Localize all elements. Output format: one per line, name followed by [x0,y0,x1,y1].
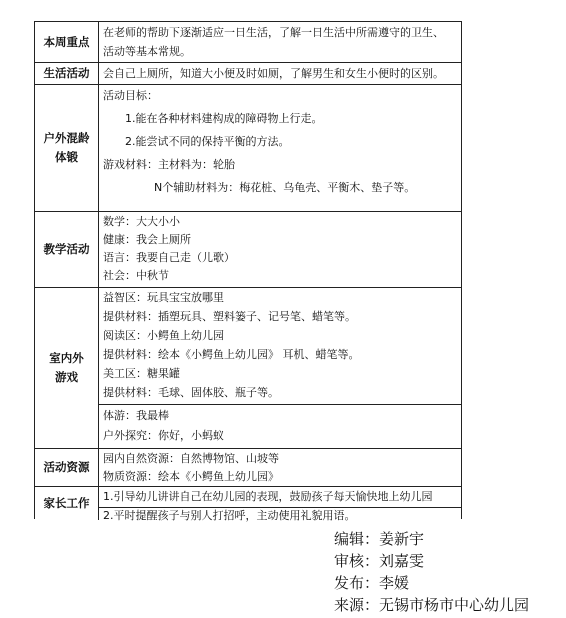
life-line: 会自己上厕所，知道大小便及时如厕，了解男生和女生小便时的区别。 [103,67,444,80]
row-life-activity [35,63,461,85]
parent-line: 2.平时提醒孩子与别人打招呼，主动使用礼貌用语。 [103,509,356,522]
teaching-line: 社会：中秋节 [103,269,169,282]
outdoor-label-line: 户外混龄 [43,131,90,145]
teaching-line: 数学：大大小小 [103,215,180,228]
outdoor-label-line: 体锻 [55,150,78,164]
content-activity-resources [99,449,461,486]
focus-line: 在老师的帮助下逐渐适应一日生活，了解一日生活中所需遵守的卫生、 [103,26,444,39]
row-parent-work [35,487,461,520]
teaching-line: 语言：我要自己走（儿歌） [103,251,235,264]
games-line: 体游：我最棒 [103,409,169,422]
label-activity-resources: 活动资源 [35,449,99,486]
row-teaching-activity [35,212,461,288]
weekly-plan-table [34,21,462,522]
outdoor-line: N个辅助材料为：梅花桩、乌龟壳、平衡木、垫子等。 [154,181,416,194]
resources-line: 物质资源：绘本《小鳄鱼上幼儿园》 [103,470,279,483]
row-activity-resources [35,449,461,487]
credit-reviewer: 审核：刘嘉雯 [334,552,425,570]
content-parent-work [99,487,461,520]
outdoor-line: 活动目标： [103,89,158,102]
content-indoor-outdoor-games [99,288,461,448]
games-line: 提供材料：插塑玩具、塑料篓子、记号笔、蜡笔等。 [103,310,356,323]
row-indoor-outdoor-games [35,288,461,449]
games-line: 户外探究：你好，小蚂蚁 [103,429,224,442]
games-line: 提供材料：绘本《小鳄鱼上幼儿园》 耳机、蜡笔等。 [103,348,360,361]
outdoor-line: 1.能在各种材料建构成的障碍物上行走。 [125,112,323,125]
label-teaching-activity: 教学活动 [35,212,99,287]
label-indoor-outdoor-games [35,288,99,448]
content-outdoor-exercise [99,85,461,211]
games-line: 提供材料：毛球、固体胶、瓶子等。 [103,386,279,399]
label-outdoor-exercise [35,85,99,211]
label-parent-work: 家长工作 [35,487,99,520]
games-line: 益智区：玩具宝宝放哪里 [103,291,224,304]
article-credits [334,528,529,616]
row-outdoor-exercise [35,85,461,212]
content-teaching-activity [99,212,461,287]
outdoor-line: 2.能尝试不同的保持平衡的方法。 [125,135,290,148]
games-label-line: 游戏 [55,370,78,384]
games-line: 美工区：糖果罐 [103,367,180,380]
outdoor-line: 游戏材料：主材料为：轮胎 [103,158,235,171]
content-weekly-focus [99,22,461,62]
credit-source: 来源：无锡市杨市中心幼儿园 [334,596,530,614]
focus-line: 活动等基本常规。 [103,45,191,58]
games-line: 阅读区：小鳄鱼上幼儿园 [103,329,224,342]
parent-line: 1.引导幼儿讲讲自己在幼儿园的表现，鼓励孩子每天愉快地上幼儿园 [103,490,433,503]
games-label-line: 室内外 [49,351,84,365]
resources-line: 园内自然资源：自然博物馆、山坡等 [103,452,279,465]
label-life-activity: 生活活动 [35,63,99,84]
label-weekly-focus: 本周重点 [35,22,99,62]
row-weekly-focus [35,22,461,63]
content-life-activity [99,63,461,84]
teaching-line: 健康：我会上厕所 [103,233,191,246]
credit-publisher: 发布：李媛 [334,574,410,592]
credit-editor: 编辑：姜新宇 [334,530,425,548]
